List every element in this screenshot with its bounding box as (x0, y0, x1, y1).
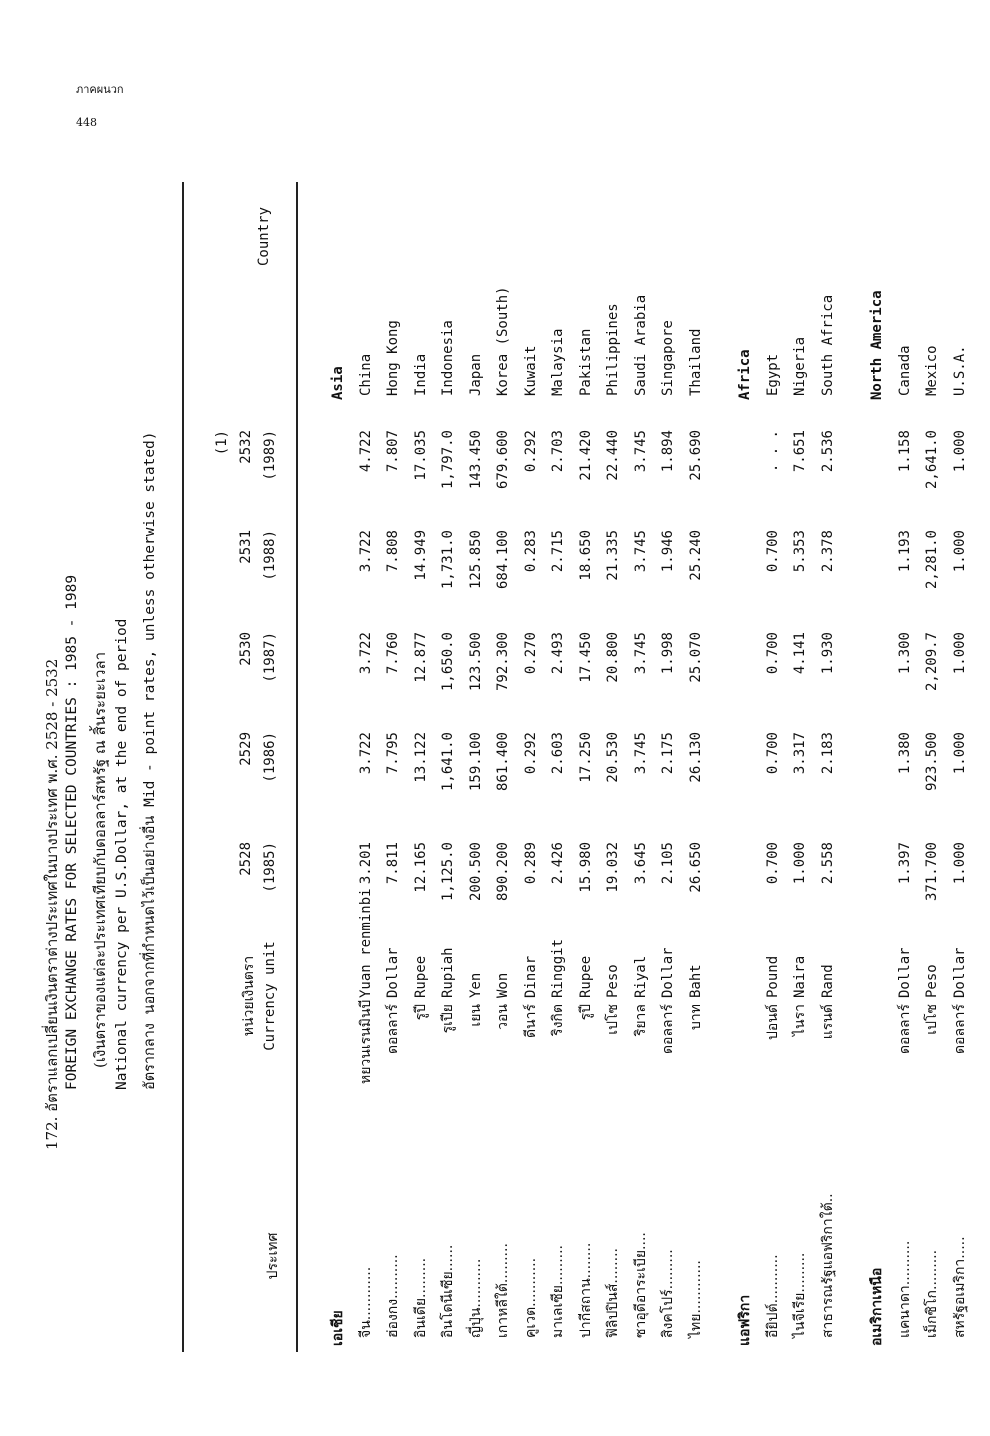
rate-value: 1.000 (792, 842, 808, 885)
region-thai: เอเชีย (330, 1310, 346, 1346)
note-thai: (เงินตราของแต่ละประเทศเทียบกับดอลลาร์สหรัฐ ณ สิ้นระยะเวลา (91, 651, 109, 1068)
rate-value: 2,641.0 (924, 430, 940, 490)
unit-thai: รูเปีย (440, 1004, 456, 1034)
rate-value: 2.183 (819, 732, 836, 775)
country-english: Thailand (687, 328, 704, 396)
rate-value: 26.130 (687, 732, 704, 783)
rate-value: 3.645 (632, 842, 649, 885)
rate-value: 3.201 (357, 842, 374, 885)
rate-value: 7.807 (385, 430, 401, 473)
rate-value: 25.690 (687, 430, 704, 481)
rate-value: 1.193 (896, 530, 913, 573)
note-english: National currency per U.S.Dollar, at the end of period (114, 618, 130, 1090)
header-year-note: (1) (214, 430, 230, 456)
rate-value: 25.240 (687, 530, 704, 581)
unit-thai: ดอลลาร์ (385, 1004, 401, 1055)
rate-value: 5.353 (792, 530, 808, 573)
country-thai: มาเลเซีย......... (550, 1245, 566, 1338)
unit-english: Rupee (577, 955, 594, 998)
country-thai: อินโดนีเซีย...... (440, 1244, 456, 1338)
region-thai: อเมริกาเหนือ (869, 1267, 885, 1346)
rate-value: 3.745 (632, 530, 649, 573)
rate-value: 17.450 (577, 632, 594, 683)
country-english: Korea (South) (495, 286, 511, 396)
rate-value: 0.700 (764, 842, 781, 885)
country-english: India (412, 353, 429, 396)
header-year-ce: (1987) (262, 632, 278, 683)
rate-value: 3.745 (632, 430, 649, 473)
rate-value: 861.400 (495, 732, 511, 792)
country-thai: อียิปต์........... (764, 1254, 781, 1338)
country-english: Singapore (660, 320, 676, 396)
rate-value: 684.100 (495, 530, 511, 590)
rate-value: 1.397 (896, 842, 913, 885)
header-year-ce: (1989) (262, 430, 278, 481)
rate-value: 2.603 (550, 732, 566, 775)
country-thai: ฟิลิปปินส์........ (605, 1248, 621, 1338)
header-year-be: 2530 (238, 632, 254, 666)
unit-english: Dollar (660, 947, 676, 998)
rate-value: 3.317 (792, 732, 808, 775)
header-year-ce: (1986) (262, 732, 278, 783)
header-year-ce: (1985) (262, 842, 278, 893)
country-thai: ไนจีเรีย......... (792, 1252, 808, 1338)
rate-value: 2.703 (550, 430, 566, 473)
rate-value: 2.536 (819, 430, 836, 473)
unit-thai: เปโซ (605, 1004, 621, 1035)
rate-value: 1.998 (660, 632, 676, 675)
unit-english: Peso (924, 964, 940, 998)
rate-value: 890.200 (495, 842, 511, 902)
rate-value: 17.250 (577, 732, 594, 783)
rate-value: 3.745 (632, 632, 649, 675)
country-thai: สาธารณรัฐแอฟริกาใต้.. (819, 1193, 836, 1338)
unit-english: Rupee (412, 955, 429, 998)
rate-value: 20.800 (605, 632, 621, 683)
country-english: Canada (896, 345, 913, 396)
header-year-be: 2532 (238, 430, 254, 464)
rate-value: 1.000 (951, 430, 968, 473)
rate-value: 1.380 (896, 732, 913, 775)
unit-english: Dollar (385, 947, 401, 998)
rate-value: 17.035 (412, 430, 429, 481)
rate-value: 2.175 (660, 732, 676, 775)
unit-thai: ปอนด์ (764, 1004, 781, 1040)
rate-value: 13.122 (412, 732, 429, 783)
rate-value: 14.949 (412, 530, 429, 581)
rate-value: 22.440 (605, 430, 621, 481)
rate-value: 792.300 (495, 632, 511, 692)
unit-english: Naira (792, 955, 808, 998)
rate-value: 0.292 (522, 430, 539, 473)
header-unit-english: Currency unit (262, 941, 278, 1051)
country-thai: ปากีสถาน........ (577, 1242, 594, 1338)
country-english: U.S.A. (951, 345, 968, 396)
country-thai: แคนาดา.......... (896, 1240, 913, 1338)
header-country-thai: ประเทศ (265, 1232, 281, 1280)
rate-value: 18.650 (577, 530, 594, 581)
rate-value: . . . (764, 430, 781, 473)
rate-value: 2.105 (660, 842, 676, 885)
rate-value: 159.100 (467, 732, 484, 792)
country-english: Hong Kong (385, 320, 401, 396)
country-thai: เม็กซิโก......... (924, 1249, 940, 1338)
country-english: China (357, 353, 374, 396)
header-rule (296, 182, 298, 1352)
unit-thai: ดีนาร์ (522, 1004, 539, 1039)
rate-value: 123.500 (467, 632, 484, 692)
country-thai: สิงคโปร์......... (660, 1249, 676, 1338)
rate-value: 25.070 (687, 632, 704, 683)
unit-english: Pound (764, 955, 781, 998)
unit-english: Dollar (951, 947, 968, 998)
rate-value: 1,125.0 (440, 842, 456, 902)
rate-value: 125.850 (467, 530, 484, 590)
rate-value: 2.378 (819, 530, 836, 573)
rate-value: 1,650.0 (440, 632, 456, 692)
country-english: Japan (467, 353, 484, 396)
section-label: ภาคผนวก (76, 83, 124, 96)
rate-value: 371.700 (924, 842, 940, 902)
header-year-be: 2529 (238, 732, 254, 766)
rate-value: 1.000 (951, 530, 968, 573)
country-thai: อินเดีย......... (412, 1257, 429, 1338)
rate-value: 2,209.7 (924, 632, 940, 692)
rate-value: 4.141 (792, 632, 808, 675)
rate-value: 200.500 (467, 842, 484, 902)
region-english: Asia (330, 366, 346, 400)
rate-value: 0.700 (764, 530, 781, 573)
unit-english: Dinar (522, 955, 539, 998)
rate-value: 1.158 (896, 430, 913, 473)
unit-thai: แรนด์ (819, 1004, 836, 1040)
rate-value: 7.651 (792, 430, 808, 473)
unit-english: Rupiah (440, 947, 456, 998)
rate-value: 1.894 (660, 430, 676, 473)
rate-value: 0.292 (522, 732, 539, 775)
rate-value: 0.700 (764, 632, 781, 675)
country-thai: ไทย............ (687, 1260, 704, 1338)
country-thai: ญี่ปุ่น........... (467, 1258, 484, 1338)
unit-english: Riyal (632, 955, 649, 998)
rate-value: 2.493 (550, 632, 566, 675)
unit-english: Yuan renminbi (357, 888, 374, 998)
rate-value: 7.808 (385, 530, 401, 573)
unit-thai: ไนรา (792, 1004, 808, 1036)
rate-value: 1.000 (951, 632, 968, 675)
header-year-ce: (1988) (262, 530, 278, 581)
unit-thai: ดอลลาร์ (660, 1004, 676, 1055)
rate-value: 21.335 (605, 530, 621, 581)
top-rule (182, 182, 184, 1352)
rate-value: 7.760 (385, 632, 401, 675)
rate-value: 1.300 (896, 632, 913, 675)
rate-value: 1,731.0 (440, 530, 456, 590)
country-thai: เกาหลีใต้......... (495, 1243, 511, 1338)
unit-english: Ringgit (550, 938, 566, 998)
unit-thai: บาท (687, 1004, 704, 1030)
note-mid-point: อัตรากลาง นอกจากที่กำหนดไว้เป็นอย่างอื่น Mid - point rates, unless otherwise stated) (142, 431, 158, 1090)
rate-value: 923.500 (924, 732, 940, 792)
unit-thai: รูปี (412, 1004, 429, 1021)
rate-value: 143.450 (467, 430, 484, 490)
unit-thai: วอน (495, 1004, 511, 1030)
rate-value: 1,797.0 (440, 430, 456, 490)
title-english: FOREIGN EXCHANGE RATES FOR SELECTED COUNTRIES : 1985 - 1989 (64, 574, 80, 1090)
country-thai: ซาอุดีอาระเบีย.... (632, 1232, 649, 1338)
header-year-be: 2531 (238, 530, 254, 564)
rate-value: 15.980 (577, 842, 594, 893)
header-country-english: Country (256, 206, 272, 266)
region-english: Africa (737, 349, 753, 400)
rate-value: 0.289 (522, 842, 539, 885)
rate-value: 12.877 (412, 632, 429, 683)
header-unit-thai: หน่วยเงินตรา (241, 955, 257, 1037)
rate-value: 21.420 (577, 430, 594, 481)
rate-value: 0.270 (522, 632, 539, 675)
unit-thai: รูปี (577, 1004, 594, 1021)
unit-thai: ดอลลาร์ (951, 1004, 968, 1055)
unit-english: Baht (687, 964, 704, 998)
unit-english: Yen (467, 972, 484, 998)
country-english: Egypt (764, 353, 781, 396)
rate-value: 0.700 (764, 732, 781, 775)
rate-value: 4.722 (357, 430, 374, 473)
rate-value: 2.558 (819, 842, 836, 885)
country-english: Pakistan (577, 328, 594, 396)
title-thai: 172. อัตราแลกเปลี่ยนเงินตราต่างประเทศในบางประเทศ พ.ศ. 2528 - 2532 (43, 658, 61, 1150)
rate-value: 1.930 (819, 632, 836, 675)
country-english: Nigeria (792, 336, 808, 396)
unit-english: Won (495, 972, 511, 998)
country-english: Mexico (924, 345, 940, 396)
country-thai: คูเวต........... (522, 1257, 539, 1338)
country-english: Philippines (605, 303, 621, 396)
country-english: Indonesia (440, 320, 456, 396)
rate-value: 12.165 (412, 842, 429, 893)
rate-value: 2.715 (550, 530, 566, 573)
rate-value: 20.530 (605, 732, 621, 783)
page-number: 448 (76, 116, 97, 129)
unit-english: Rand (819, 964, 836, 998)
rate-value: 1.000 (951, 842, 968, 885)
unit-thai: เปโซ (924, 1004, 940, 1035)
unit-thai: เยน (467, 1004, 484, 1027)
rate-value: 2,281.0 (924, 530, 940, 590)
rate-value: 2.426 (550, 842, 566, 885)
region-thai: แอฟริกา (737, 1294, 753, 1346)
unit-thai: ริงกิต (550, 1004, 566, 1036)
unit-english: Peso (605, 964, 621, 998)
country-english: Kuwait (522, 345, 539, 396)
unit-thai: หยวนเรนมินบี (357, 999, 374, 1084)
country-english: South Africa (819, 294, 836, 396)
rate-value: 3.722 (357, 632, 374, 675)
country-thai: สหรัฐอเมริกา..... (951, 1236, 968, 1338)
rate-value: 3.722 (357, 732, 374, 775)
country-thai: จีน............ (357, 1266, 374, 1338)
rate-value: 1,641.0 (440, 732, 456, 792)
rate-value: 7.811 (385, 842, 401, 885)
unit-thai: ริยาล (632, 1004, 649, 1037)
rate-value: 1.000 (951, 732, 968, 775)
region-english: North America (869, 290, 885, 400)
country-english: Malaysia (550, 328, 566, 396)
country-thai: ฮ่องกง.......... (385, 1254, 401, 1338)
rate-value: 1.946 (660, 530, 676, 573)
rate-value: 3.722 (357, 530, 374, 573)
rate-value: 679.600 (495, 430, 511, 490)
rate-value: 19.032 (605, 842, 621, 893)
country-english: Saudi Arabia (632, 294, 649, 396)
unit-thai: ดอลลาร์ (896, 1004, 913, 1055)
unit-english: Dollar (896, 947, 913, 998)
rate-value: 7.795 (385, 732, 401, 775)
rate-value: 26.650 (687, 842, 704, 893)
rate-value: 0.283 (522, 530, 539, 573)
rate-value: 3.745 (632, 732, 649, 775)
header-year-be: 2528 (238, 842, 254, 876)
